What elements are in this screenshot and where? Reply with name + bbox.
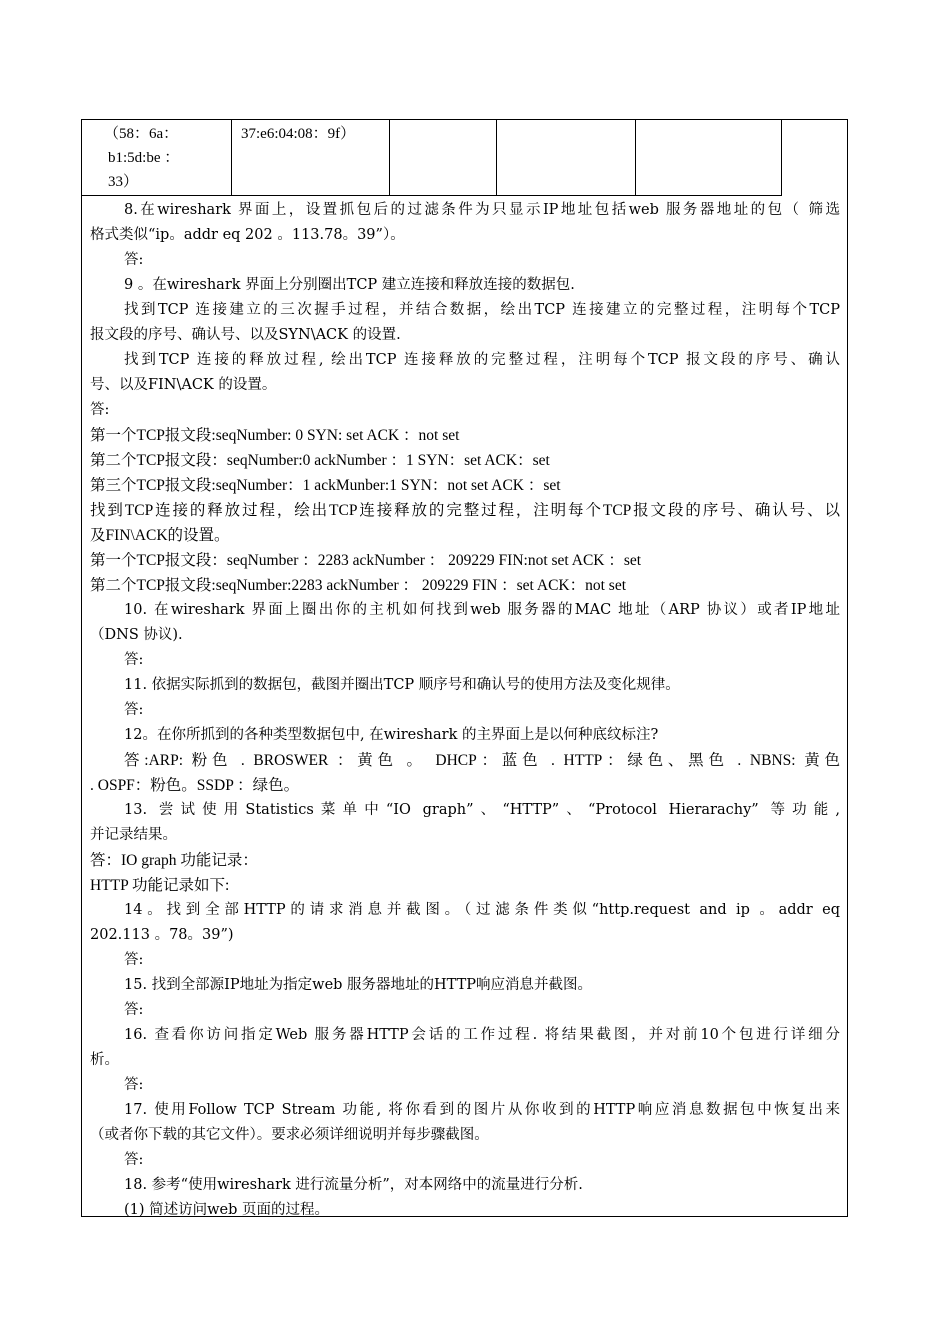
text-line: 答:ARP: 粉色 . BROSWER ：黄色 。 DHCP：蓝色 . HTTP：绿色、黑色 . NBNS: 黄色 [124, 752, 840, 769]
text-line: 答：IO graph 功能记录： [90, 852, 258, 869]
text-line: 答: [124, 252, 144, 268]
text-line: 14。找到全部HTTP的请求消息并截图。（过滤条件类似“http.request and ip 。addr eq [124, 902, 840, 918]
document-body [90, 198, 840, 1223]
text-line: 16. 查看你访问指定Web 服务器HTTP会话的工作过程. 将结果截图，并对前10个包进行详细分 [124, 1027, 840, 1043]
table-cell-empty [497, 120, 636, 196]
text-line: 找到TCP 连接建立的三次握手过程，并结合数据，绘出TCP 连接建立的完整过程，注明每个TCP [124, 302, 840, 318]
text-line: 9 。在wireshark 界面上分别圈出TCP 建立连接和释放连接的数据包. [124, 277, 575, 293]
text-line: 答: [124, 1077, 144, 1093]
text-line: 答: [124, 952, 144, 968]
text-line: 答: [90, 402, 110, 418]
text-line: 8.在wireshark 界面上，设置抓包后的过滤条件为只显示IP地址包括web 服务器地址的包（ 筛选 [124, 202, 840, 218]
text-line: 18. 参考“使用wireshark 进行流量分析”，对本网络中的流量进行分析. [124, 1177, 583, 1193]
text-line: （DNS 协议). [90, 627, 183, 643]
text-line: 202.113 。78。39”) [90, 927, 234, 943]
text-line: 答: [124, 652, 144, 668]
text-line: 答: [124, 702, 144, 718]
table-row [82, 120, 782, 196]
text-line: （或者你下载的其它文件）。要求必须详细说明并每步骤截图。 [90, 1127, 489, 1143]
text-line: 10. 在wireshark 界面上圈出你的主机如何找到web 服务器的MAC 地址（ARP 协议）或者IP地址 [124, 602, 840, 618]
text-line: 17. 使用Follow TCP Stream 功能, 将你看到的图片从你收到的HTTP响应消息数据包中恢复出来 [124, 1102, 840, 1118]
text-line: 号、以及FIN\ACK 的设置。 [90, 377, 277, 393]
table-cell-empty [390, 120, 497, 196]
text-line: 第二个TCP报文段:seqNumber:2283 ackNumber ： 209229 FIN ：set ACK：not set [90, 577, 627, 594]
text-line: 找到TCP连接的释放过程，绘出TCP连接释放的完整过程，注明每个TCP报文段的序号、确认号、以 [90, 502, 840, 519]
text-line: (1) 简述访问web 页面的过程。 [124, 1202, 330, 1218]
text-line: 13. 尝试使用Statistics菜单中“IO graph”、“HTTP”、“Protocol Hierarachy” 等功能, [124, 802, 840, 818]
table-cell-empty [636, 120, 782, 196]
text-line: 答: [124, 1152, 144, 1168]
text-line: 析。 [90, 1052, 119, 1068]
text-line: 15. 找到全部源IP地址为指定web 服务器地址的HTTP响应消息并截图。 [124, 977, 593, 993]
text-line: 11. 依据实际抓到的数据包，截图并圈出TCP 顺序号和确认号的使用方法及变化规律。 [124, 677, 680, 693]
text-line: 找到TCP 连接的释放过程, 绘出TCP 连接释放的完整过程，注明每个TCP 报文段的序号、确认 [124, 352, 840, 368]
text-line: 第三个TCP报文段:seqNumber：1 ackMunber:1 SYN：not set ACK ：set [90, 477, 561, 494]
text-line: 报文段的序号、确认号、以及SYN\ACK 的设置. [90, 327, 401, 343]
text-line: 第一个TCP报文段：seqNumber ：2283 ackNumber ： 209229 FIN:not set ACK ：set [90, 552, 642, 569]
text-line: 及FIN\ACK的设置。 [90, 527, 230, 544]
cell-line: （58：6a： [104, 126, 179, 142]
text-line: 第二个TCP报文段：seqNumber:0 ackNumber ：1 SYN：set ACK：set [90, 452, 550, 469]
cell-line: 33） [108, 174, 139, 190]
text-line: 第一个TCP报文段:seqNumber: 0 SYN: set ACK ：not set [90, 427, 460, 444]
text-line: 12。在你所抓到的各种类型数据包中, 在wireshark 的主界面上是以何种底纹标注? [124, 727, 659, 743]
text-line: . OSPF：粉色。SSDP ：绿色。 [90, 777, 300, 794]
text-line: 答: [124, 1002, 144, 1018]
document-frame [81, 119, 848, 1217]
table-cell-mac [82, 120, 232, 196]
cell-line: b1:5d:be ： [108, 150, 180, 166]
table-cell-mac-2: 37:e6:04:08：9f） [232, 120, 390, 196]
text-line: 格式类似“ip。addr eq 202 。113.78。39”）。 [90, 227, 405, 243]
text-line: HTTP 功能记录如下: [90, 877, 230, 894]
text-line: 并记录结果。 [90, 827, 177, 843]
